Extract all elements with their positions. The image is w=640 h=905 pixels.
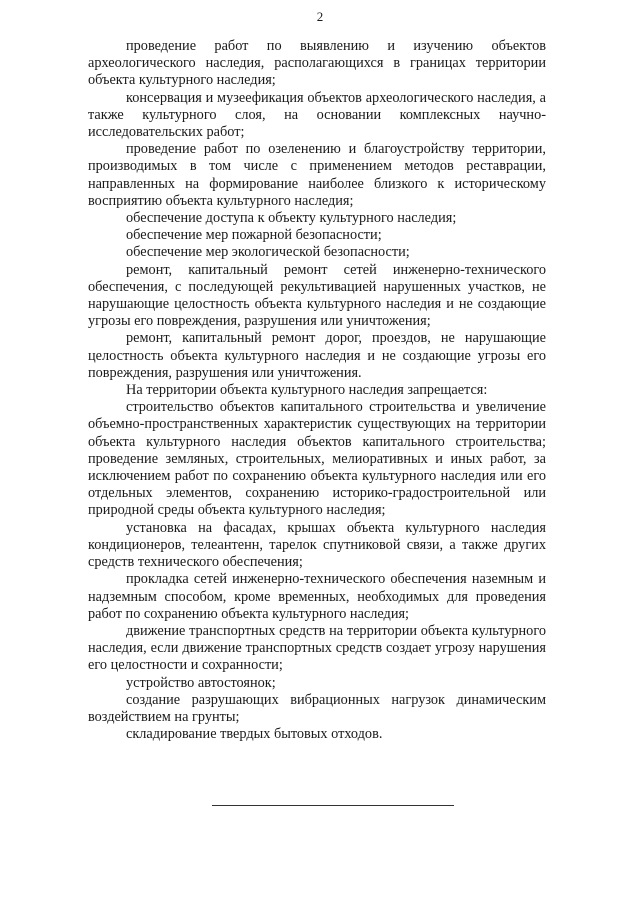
paragraph: обеспечение мер пожарной безопасности;	[126, 227, 382, 244]
document-body	[88, 38, 546, 743]
paragraph: создание разрушающих вибрационных нагрузок динамическим воздействием на грунты;	[88, 691, 546, 725]
paragraph: складирование твердых бытовых отходов.	[126, 726, 383, 743]
paragraph: ремонт, капитальный ремонт сетей инженерно-технического обеспечения, с последующей рекультивацией нарушенных участков, не нарушающие целостность объекта культурного наследия и не создающие угрозы его повреждения, разрушения или уничтожения;	[88, 261, 546, 330]
paragraph: ремонт, капитальный ремонт дорог, проездов, не нарушающие целостность объекта культурного наследия и не создающие угрозы его повреждения, разрушения или уничтожения.	[88, 330, 546, 381]
paragraph: обеспечение мер экологической безопасности;	[126, 244, 410, 261]
section-heading-paragraph: На территории объекта культурного наследия запрещается:	[126, 382, 488, 399]
paragraph: проведение работ по выявлению и изучению объектов археологического наследия, располагающихся в границах территории объекта культурного наследия;	[88, 38, 546, 89]
paragraph: прокладка сетей инженерно-технического обеспечения наземным и надземным способом, кроме временных, необходимых для проведения работ по сохранению объекта культурного наследия;	[88, 571, 546, 622]
paragraph: строительство объектов капитального строительства и увеличение объемно-пространственных характеристик существующих на территории объекта культурного наследия объектов капитального строительства; проведение земляных, строительных, мелиоративных и иных работ, за исключением работ по сохранению объекта культурного наследия или его отдельных элементов, сохранению историко-градостроительной или природной среды объекта культурного наследия;	[88, 399, 546, 519]
paragraph: движение транспортных средств на территории объекта культурного наследия, если движение транспортных средств создает угрозу нарушения его целостности и сохранности;	[88, 622, 546, 674]
closing-divider	[212, 805, 454, 806]
page-number: 2	[316, 9, 324, 24]
paragraph: установка на фасадах, крышах объекта культурного наследия кондиционеров, телеантенн, тарелок спутниковой связи, а также других средств технического обеспечения;	[88, 519, 546, 571]
paragraph: проведение работ по озеленению и благоустройству территории, производимых в том числе с применением методов реставрации, направленных на формирование наиболее близкого к историческому восприятию объекта культурного наследия;	[88, 141, 546, 209]
paragraph: устройство автостоянок;	[126, 674, 276, 691]
paragraph: консервация и музеефикация объектов археологического наследия, а также культурного слоя, на основании комплексных научно-исследовательских работ;	[88, 89, 546, 141]
paragraph: обеспечение доступа к объекту культурного наследия;	[126, 210, 457, 227]
